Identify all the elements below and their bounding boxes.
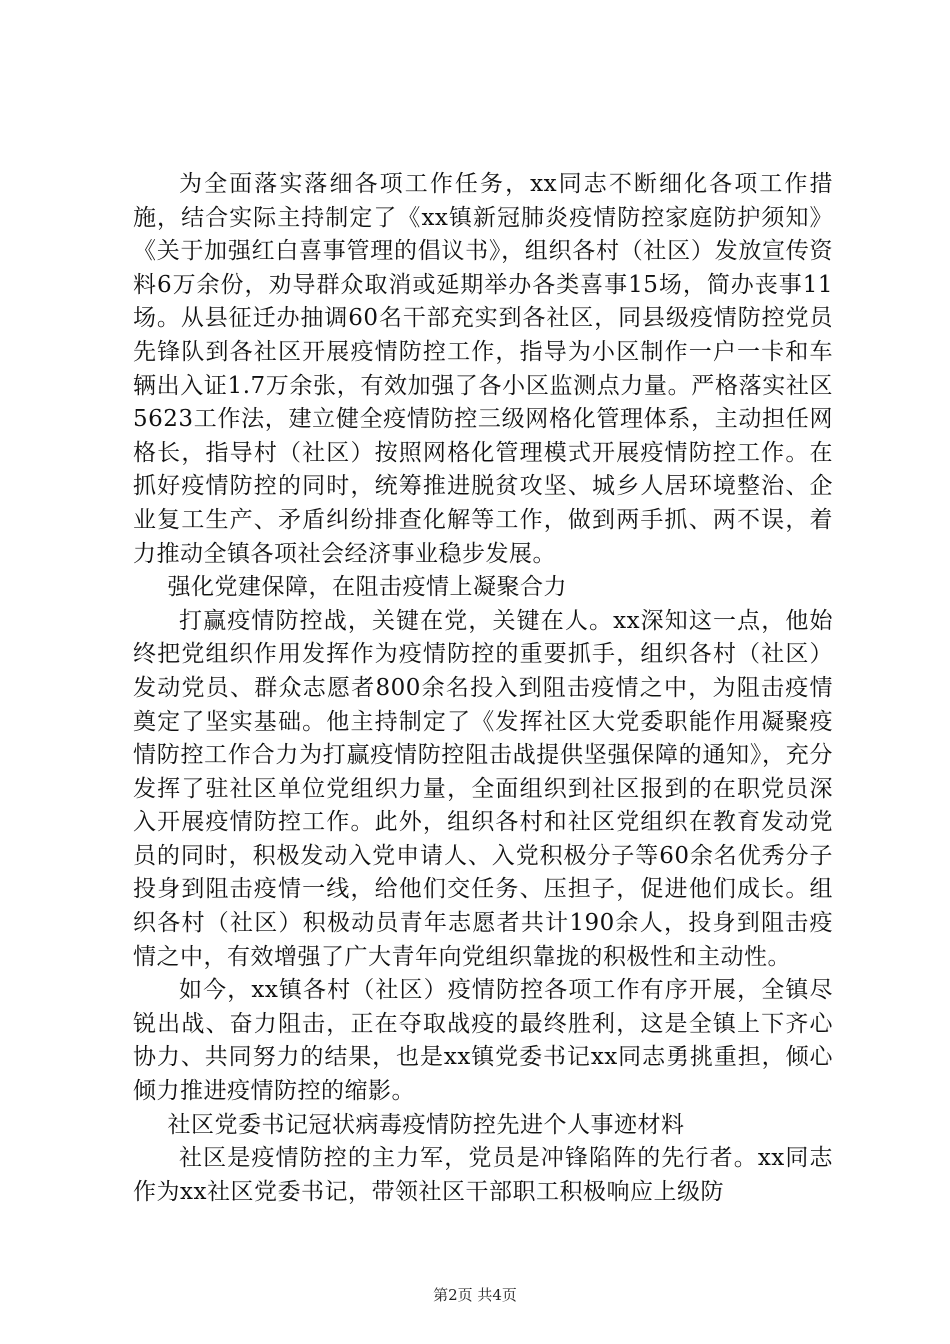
section-heading-community-secretary: 社区党委书记冠状病毒疫情防控先进个人事迹材料 [167, 1111, 685, 1138]
paragraph-party-role: 打赢疫情防控战，关键在党，关键在人。xx深知这一点，他始终把党组织作用发挥作为疫情防控的重要抓手，组织各村（社区）发动党员、群众志愿者800余名投入到阻击疫情之中，为阻击疫情奠定了坚实基础。他主持制定了《发挥社区大党委职能作用凝聚疫情防控工作合力为打赢疫情防控阻击战提供坚强保障的通知》，充分发挥了驻社区单位党组织力量，全面组织到社区报到的在职党员深入开展疫情防控工作。此外，组织各村和社区党组织在教育发动党员的同时，积极发动入党申请人、入党积极分子等60余名优秀分子投身到阻击疫情一线，给他们交任务、压担子，促进他们成长。组织各村（社区）积极动员青年志愿者共计190余人，投身到阻击疫情之中，有效增强了广大青年向党组织靠拢的积极性和主动性。 [133, 607, 833, 970]
paragraph-community-intro: 社区是疫情防控的主力军，党员是冲锋陷阵的先行者。xx同志作为xx社区党委书记，带领社区干部职工积极响应上级防 [133, 1145, 833, 1205]
document-body [133, 168, 833, 1209]
section-heading-party-building: 强化党建保障，在阻击疫情上凝聚合力 [167, 574, 567, 601]
page-number-footer: 第2页 共4页 [433, 1286, 517, 1304]
paragraph-summary: 如今，xx镇各村（社区）疫情防控各项工作有序开展，全镇尽锐出战、奋力阻击，正在夺取战疫的最终胜利，这是全镇上下齐心协力、共同努力的结果，也是xx镇党委书记xx同志勇挑重担，倾心倾力推进疫情防控的缩影。 [133, 977, 833, 1105]
paragraph-measures: 为全面落实落细各项工作任务，xx同志不断细化各项工作措施，结合实际主持制定了《xx镇新冠肺炎疫情防控家庭防护须知》《关于加强红白喜事管理的倡议书》，组织各村（社区）发放宣传资料6万余份，劝导群众取消或延期举办各类喜事15场，简办丧事11场。从县征迁办抽调60名干部充实到各社区，同县级疫情防控党员先锋队到各社区开展疫情防控工作，指导为小区制作一户一卡和车辆出入证1.7万余张，有效加强了各小区监测点力量。严格落实社区5623工作法，建立健全疫情防控三级网格化管理体系，主动担任网格长，指导村（社区）按照网格化管理模式开展疫情防控工作。在抓好疫情防控的同时，统筹推进脱贫攻坚、城乡人居环境整治、企业复工生产、矛盾纠纷排查化解等工作，做到两手抓、两不误，着力推动全镇各项社会经济事业稳步发展。 [133, 171, 833, 567]
